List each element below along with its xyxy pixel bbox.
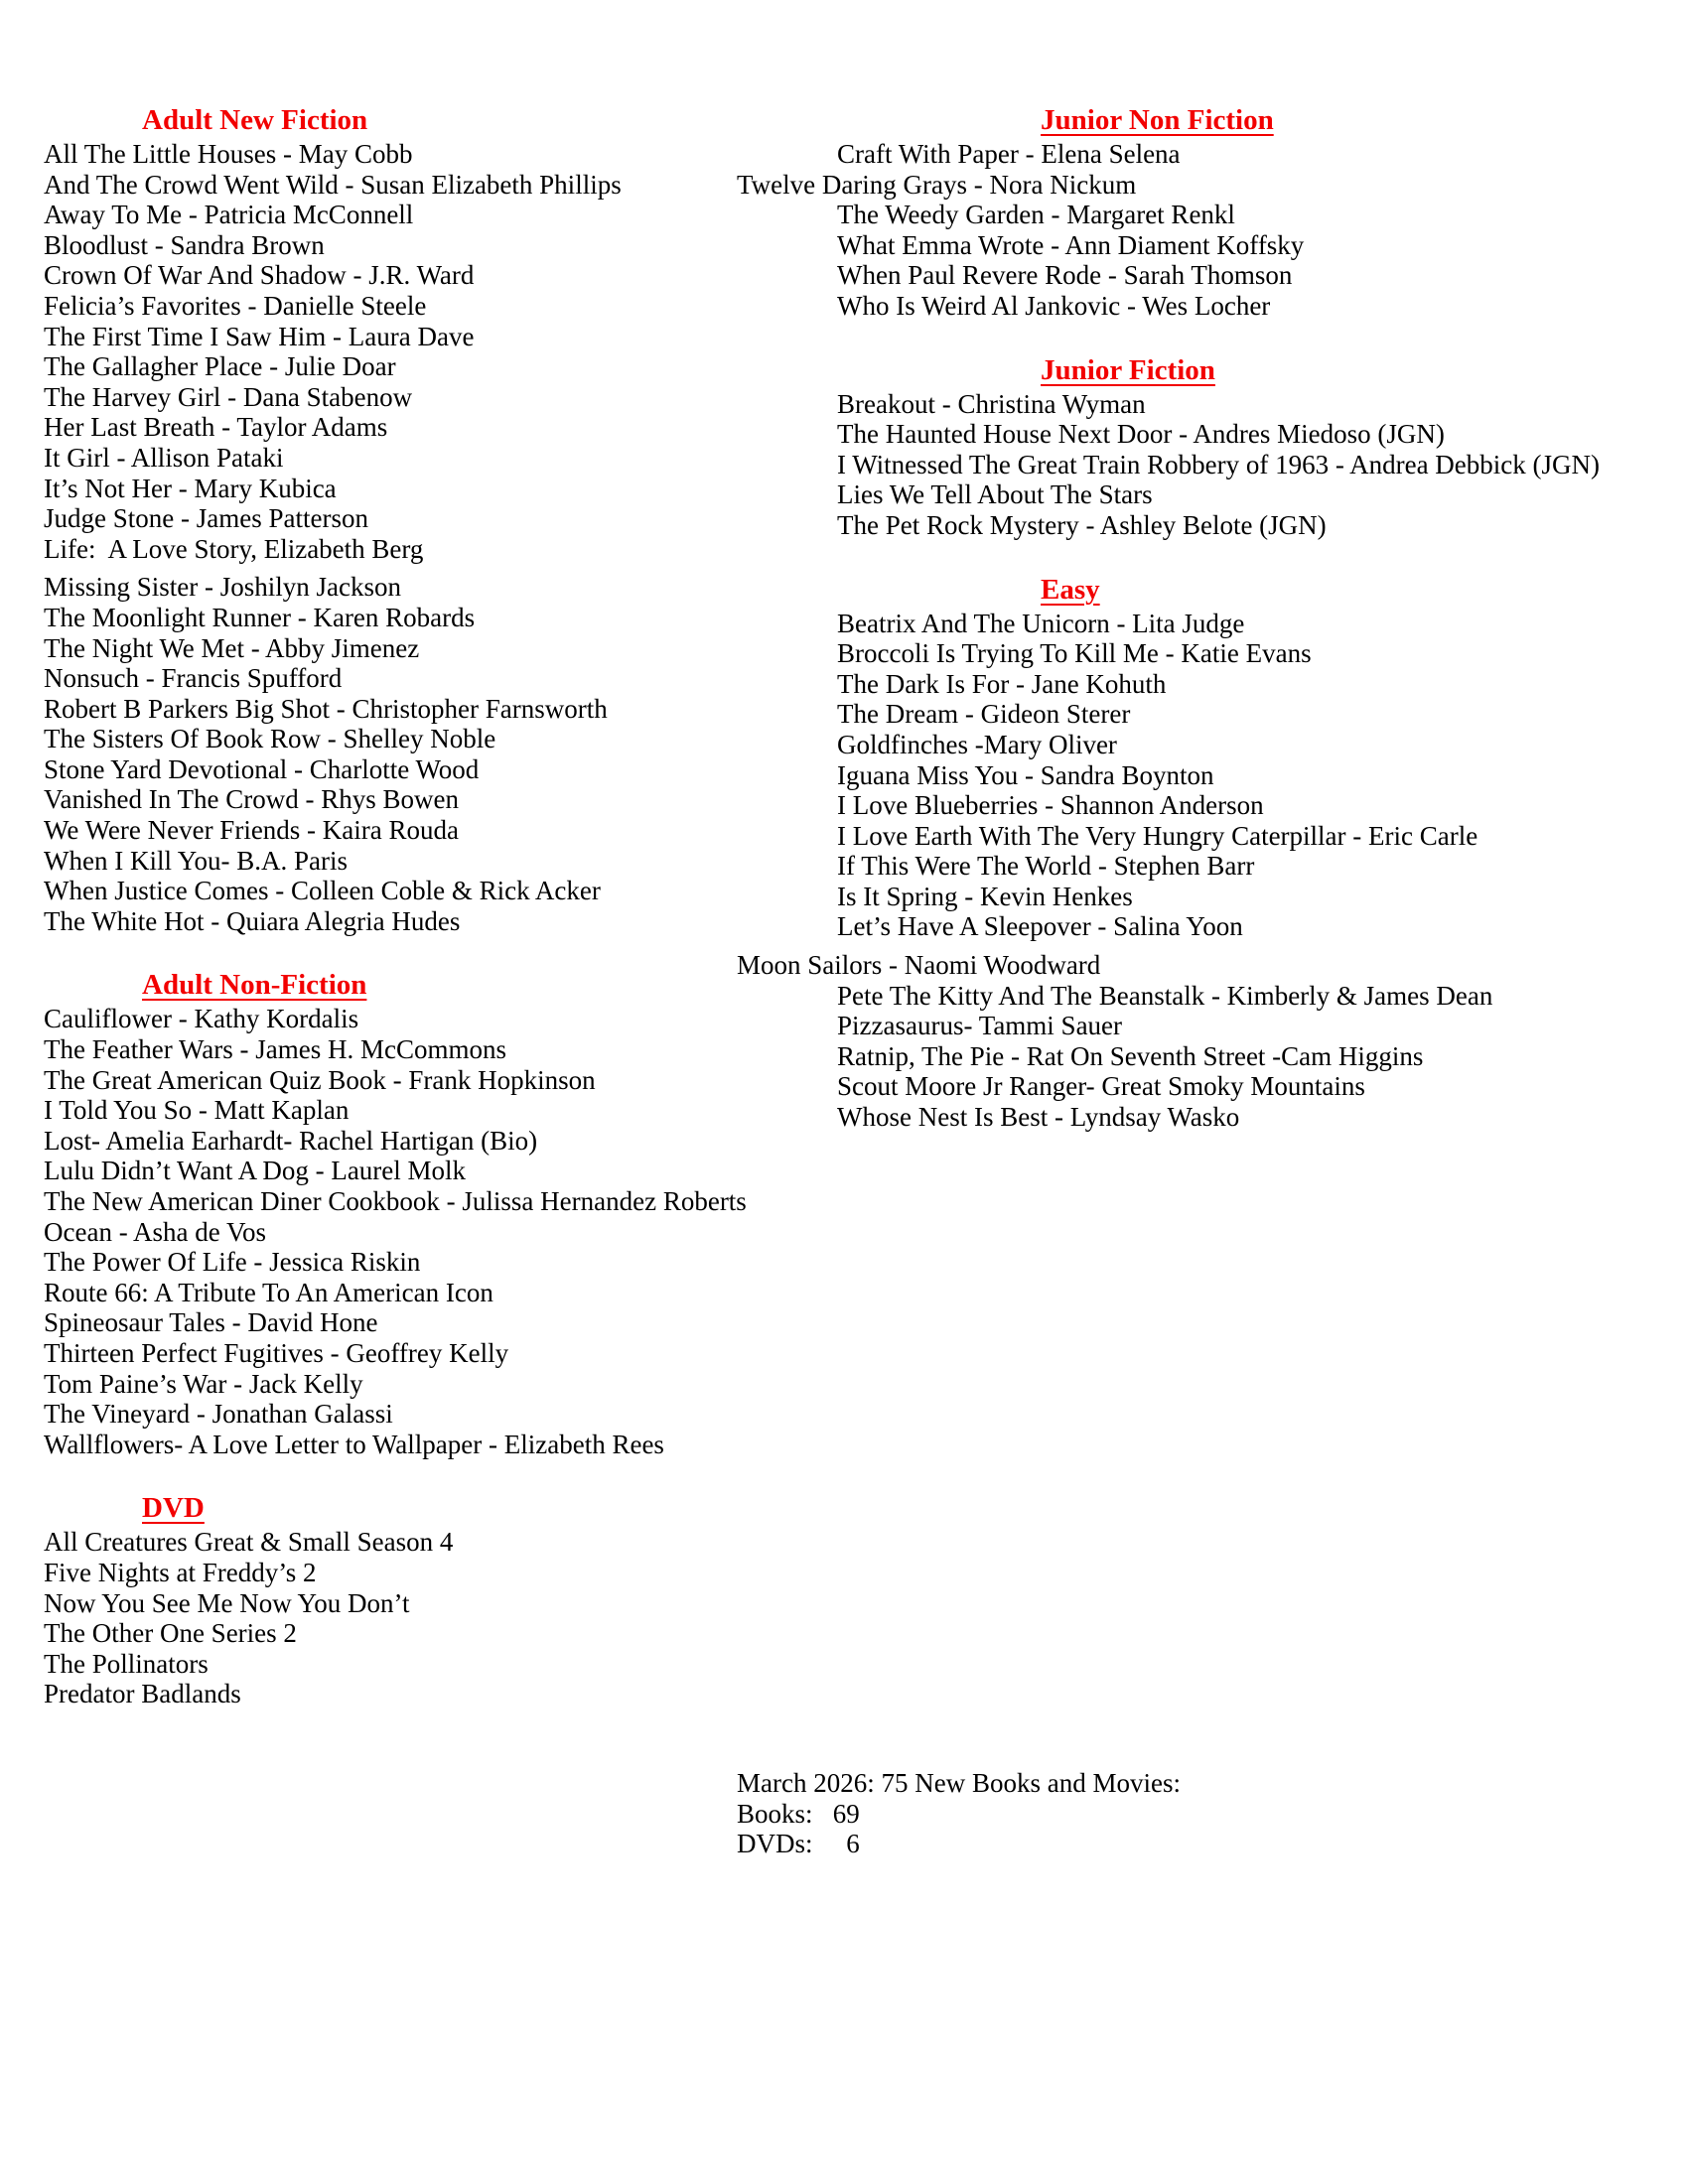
list-item: Beatrix And The Unicorn - Lita Judge <box>837 608 1245 638</box>
list-item: What Emma Wrote - Ann Diament Koffsky <box>837 229 1305 260</box>
section-junior-fiction <box>737 352 1680 541</box>
list-item: Lulu Didn’t Want A Dog - Laurel Molk <box>44 1156 467 1186</box>
item-group <box>737 389 1680 541</box>
item-group <box>44 1527 778 1709</box>
summary-total: March 2026: 75 New Books and Movies: <box>737 1768 1181 1798</box>
list-item: Tom Paine’s War - Jack Kelly <box>44 1368 363 1399</box>
item-group <box>737 609 1680 943</box>
list-item: Pizzasaurus- Tammi Sauer <box>837 1011 1123 1041</box>
section-adult-new-fiction <box>44 102 778 936</box>
list-item: Goldfinches -Mary Oliver <box>837 729 1117 759</box>
section-heading-adult-new-fiction <box>44 102 778 139</box>
list-item: Her Last Breath - Taylor Adams <box>44 412 388 443</box>
list-item: Wallflowers- A Love Letter to Wallpaper - Elizabeth Rees <box>44 1429 664 1459</box>
item-group <box>44 572 778 936</box>
list-item: Cauliflower - Kathy Kordalis <box>44 1004 359 1034</box>
section-heading-text: Junior Fiction <box>1041 353 1215 386</box>
list-item: Spineosaur Tales - David Hone <box>44 1307 378 1338</box>
list-item: Now You See Me Now You Don’t <box>44 1587 410 1618</box>
list-item: Judge Stone - James Patterson <box>44 503 368 534</box>
section-dvd <box>44 1490 778 1709</box>
list-item: Lost- Amelia Earhardt- Rachel Hartigan (Bio) <box>44 1125 538 1156</box>
list-item: Thirteen Perfect Fugitives - Geoffrey Kelly <box>44 1337 509 1368</box>
list-item: The Vineyard - Jonathan Galassi <box>44 1399 393 1430</box>
list-item: Who Is Weird Al Jankovic - Wes Locher <box>837 290 1271 321</box>
list-item: Is It Spring - Kevin Henkes <box>837 881 1133 911</box>
section-heading-text: Adult Non-Fiction <box>142 969 367 1002</box>
list-item: The Dream - Gideon Sterer <box>837 699 1131 730</box>
list-item: We Were Never Friends - Kaira Rouda <box>44 815 459 846</box>
list-item: Moon Sailors - Naomi Woodward <box>737 950 1101 981</box>
list-item: Ocean - Asha de Vos <box>44 1216 266 1247</box>
list-item: The Pet Rock Mystery - Ashley Belote (JGN) <box>837 509 1327 540</box>
list-item: Scout Moore Jr Ranger- Great Smoky Mountains <box>837 1071 1365 1102</box>
summary-books-count: Books: 69 <box>737 1798 860 1829</box>
list-item: Felicia’s Favorites - Danielle Steele <box>44 290 427 321</box>
list-item: Life: A Love Story, Elizabeth Berg <box>44 533 424 564</box>
list-item: Vanished In The Crowd - Rhys Bowen <box>44 784 459 815</box>
list-item: Robert B Parkers Big Shot - Christopher Farnsworth <box>44 693 608 724</box>
section-junior-non-fiction <box>737 102 1680 322</box>
list-item: Pete The Kitty And The Beanstalk - Kimberly & James Dean <box>837 980 1493 1011</box>
section-adult-non-fiction <box>44 967 778 1459</box>
list-item: Away To Me - Patricia McConnell <box>44 200 414 230</box>
list-item: The New American Diner Cookbook - Julissa Hernandez Roberts <box>44 1186 747 1216</box>
list-item: If This Were The World - Stephen Barr <box>837 851 1255 882</box>
list-item: Let’s Have A Sleepover - Salina Yoon <box>837 911 1243 942</box>
section-heading-text: Easy <box>1041 573 1100 606</box>
right-column <box>737 102 1680 1133</box>
list-item: The Moonlight Runner - Karen Robards <box>44 602 476 632</box>
section-easy <box>737 572 1680 1133</box>
list-item: Lies We Tell About The Stars <box>837 479 1153 510</box>
list-item: The Harvey Girl - Dana Stabenow <box>44 381 413 412</box>
list-item: I Told You So - Matt Kaplan <box>44 1095 350 1126</box>
section-heading-adult-non-fiction <box>44 967 778 1004</box>
list-item: Bloodlust - Sandra Brown <box>44 229 325 260</box>
list-item: It Girl - Allison Pataki <box>44 442 284 473</box>
list-item: Broccoli Is Trying To Kill Me - Katie Evans <box>837 638 1312 669</box>
summary-dvds-count: DVDs: 6 <box>737 1829 860 1859</box>
list-item: Ratnip, The Pie - Rat On Seventh Street -Cam Higgins <box>837 1040 1424 1071</box>
list-item: Route 66: A Tribute To An American Icon <box>44 1277 493 1307</box>
list-item: The Dark Is For - Jane Kohuth <box>837 668 1167 699</box>
section-heading-text: Junior Non Fiction <box>1041 104 1274 136</box>
section-heading-junior-fiction <box>737 352 1680 389</box>
list-item: The Great American Quiz Book - Frank Hopkinson <box>44 1064 596 1095</box>
list-item: The Other One Series 2 <box>44 1618 297 1649</box>
list-item: I Love Earth With The Very Hungry Caterpillar - Eric Carle <box>837 820 1478 851</box>
list-item: Twelve Daring Grays - Nora Nickum <box>737 169 1137 200</box>
item-group <box>44 1004 778 1459</box>
item-group <box>44 139 778 564</box>
list-item: The Night We Met - Abby Jimenez <box>44 632 420 663</box>
list-item: It’s Not Her - Mary Kubica <box>44 473 337 503</box>
list-item: Iguana Miss You - Sandra Boynton <box>837 759 1214 790</box>
list-item: When Justice Comes - Colleen Coble & Rick Acker <box>44 876 601 906</box>
section-heading-easy <box>737 572 1680 609</box>
left-column <box>44 102 778 1709</box>
list-item: I Witnessed The Great Train Robbery of 1963 - Andrea Debbick (JGN) <box>837 449 1601 479</box>
item-group <box>737 950 1680 1133</box>
list-item: When I Kill You- B.A. Paris <box>44 845 349 876</box>
list-item: All The Little Houses - May Cobb <box>44 139 413 169</box>
list-item: Whose Nest Is Best - Lyndsay Wasko <box>837 1102 1240 1133</box>
list-item: The White Hot - Quiara Alegria Hudes <box>44 905 461 936</box>
list-item: I Love Blueberries - Shannon Anderson <box>837 790 1264 821</box>
summary-block <box>737 1768 1181 1859</box>
list-item: Nonsuch - Francis Spufford <box>44 663 343 694</box>
list-item: Missing Sister - Joshilyn Jackson <box>44 572 402 603</box>
section-heading-dvd <box>44 1490 778 1527</box>
list-item: The Feather Wars - James H. McCommons <box>44 1034 506 1065</box>
list-item: Five Nights at Freddy’s 2 <box>44 1557 317 1587</box>
item-group <box>737 139 1680 322</box>
list-item: When Paul Revere Rode - Sarah Thomson <box>837 260 1293 291</box>
list-item: The Gallagher Place - Julie Doar <box>44 351 396 382</box>
section-heading-text: DVD <box>142 1492 205 1525</box>
list-item: Crown Of War And Shadow - J.R. Ward <box>44 260 475 291</box>
section-heading-text: Adult New Fiction <box>142 104 368 136</box>
list-item: The Sisters Of Book Row - Shelley Noble <box>44 724 496 754</box>
list-item: All Creatures Great & Small Season 4 <box>44 1527 454 1558</box>
list-item: The Weedy Garden - Margaret Renkl <box>837 200 1235 230</box>
list-item: Predator Badlands <box>44 1679 241 1709</box>
list-item: The First Time I Saw Him - Laura Dave <box>44 321 475 351</box>
list-item: The Power Of Life - Jessica Riskin <box>44 1247 421 1278</box>
list-item: Craft With Paper - Elena Selena <box>837 139 1181 169</box>
list-item: The Pollinators <box>44 1648 209 1679</box>
section-heading-junior-non-fiction <box>737 102 1680 139</box>
list-item: Breakout - Christina Wyman <box>837 388 1146 419</box>
list-item: And The Crowd Went Wild - Susan Elizabeth Phillips <box>44 169 622 200</box>
list-item: The Haunted House Next Door - Andres Miedoso (JGN) <box>837 419 1445 450</box>
list-item: Stone Yard Devotional - Charlotte Wood <box>44 753 480 784</box>
